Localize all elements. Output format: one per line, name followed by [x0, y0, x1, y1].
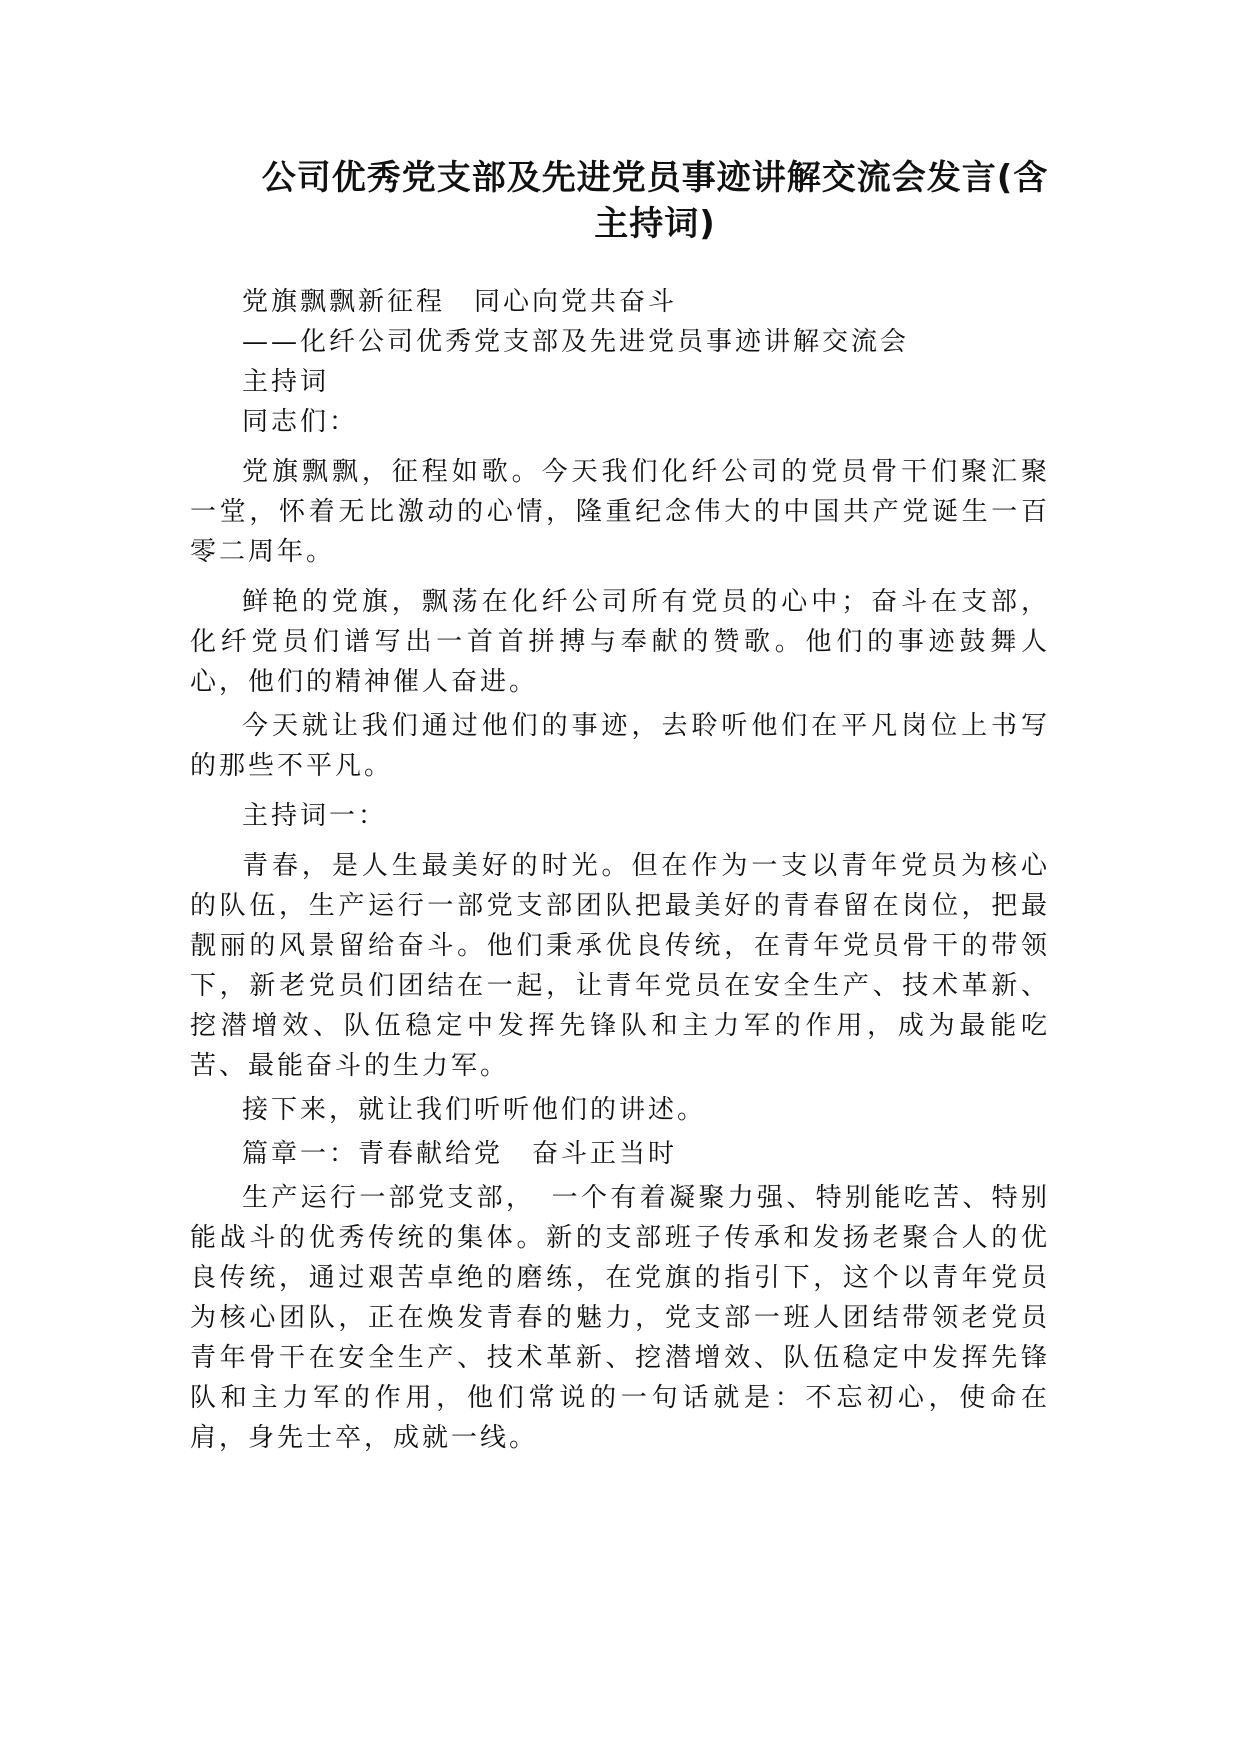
- paragraph-party-flag: 鲜艳的党旗，飘荡在化纤公司所有党员的心中；奋斗在支部，化纤党员们谱写出一首首拼搏与奉献的赞歌。他们的事迹鼓舞人心，他们的精神催人奋进。: [190, 587, 1050, 697]
- paragraph-host-one: 主持词一：: [242, 801, 388, 831]
- paragraph-today: 今天就让我们通过他们的事迹，去聆听他们在平凡岗位上书写的那些不平凡。: [190, 711, 1050, 781]
- paragraph-host-heading: 主持词: [242, 367, 330, 397]
- paragraph-chapter-one: 篇章一：青春献给党 奋斗正当时: [242, 1139, 678, 1169]
- paragraph-opening: 党旗飘飘，征程如歌。今天我们化纤公司的党员骨干们聚汇聚一堂，怀着无比激动的心情，隆重纪念伟大的中国共产党诞生一百零二周年。: [190, 457, 1050, 567]
- paragraph-youth: 青春，是人生最美好的时光。但在作为一支以青年党员为核心的队伍，生产运行一部党支部团队把最美好的青春留在岗位，把最靓丽的风景留给奋斗。他们秉承优良传统，在青年党员骨干的带领下，新老党员们团结在一起，让青年党员在安全生产、技术革新、挖潜增效、队伍稳定中发挥先锋队和主力军的作用，成为最能吃苦、最能奋斗的生力军。: [190, 851, 1050, 1081]
- paragraph-next: 接下来，就让我们听听他们的讲述。: [242, 1095, 707, 1125]
- document-body: [190, 282, 1050, 1458]
- paragraph-branch-story: 生产运行一部党支部， 一个有着凝聚力强、特别能吃苦、特别能战斗的优秀传统的集体。新的支部班子传承和发扬老聚合人的优良传统，通过艰苦卓绝的磨练，在党旗的指引下，这个以青年党员为核心团队，正在焕发青春的魅力，党支部一班人团结带领老党员青年骨干在安全生产、技术革新、挖潜增效、队伍稳定中发挥先锋队和主力军的作用，他们常说的一句话就是：不忘初心，使命在肩，身先士卒，成就一线。: [190, 1183, 1050, 1453]
- document-title: 公司优秀党支部及先进党员事迹讲解交流会发言(含主持词): [261, 158, 1049, 244]
- paragraph-theme: 党旗飘飘新征程 同心向党共奋斗: [242, 287, 678, 317]
- paragraph-greeting: 同志们：: [242, 407, 359, 437]
- paragraph-subtitle: ——化纤公司优秀党支部及先进党员事迹讲解交流会: [242, 327, 910, 357]
